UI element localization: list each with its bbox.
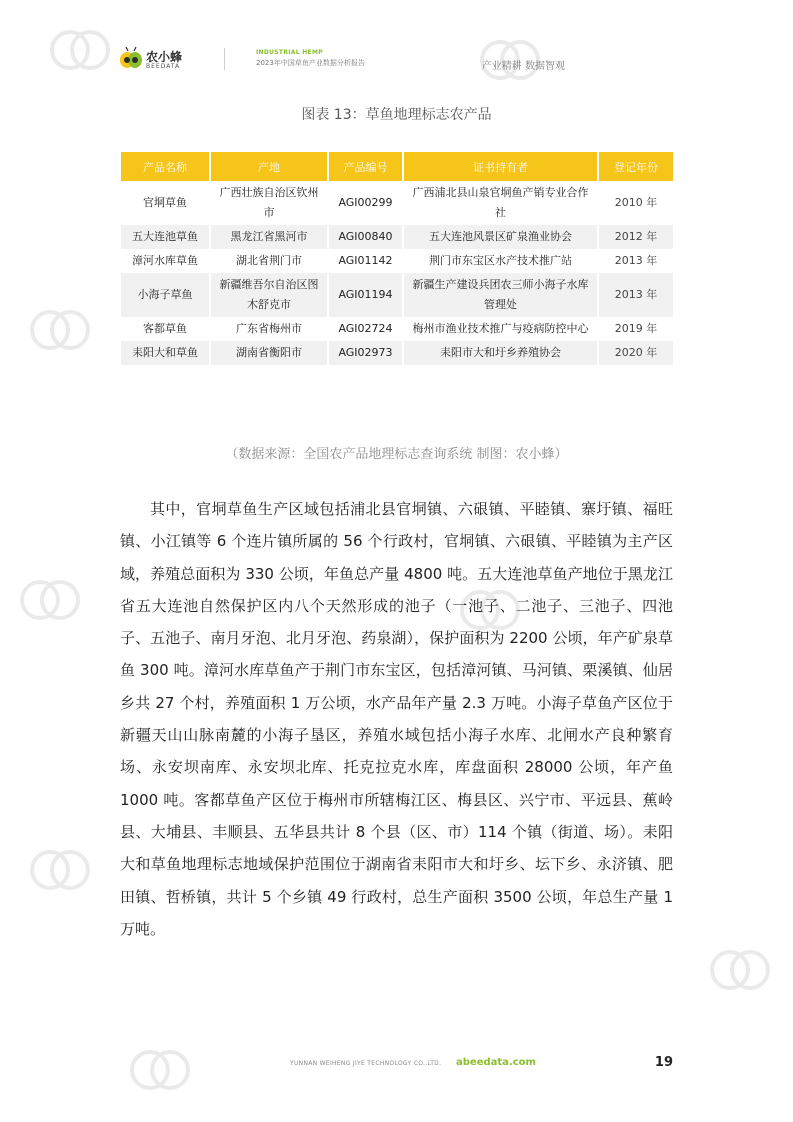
column-header-certificate-holder: 证书持有者 xyxy=(403,152,598,181)
column-header-product-name: 产品名称 xyxy=(121,152,210,181)
brand-logo xyxy=(118,44,228,74)
table-row xyxy=(121,249,673,273)
watermark-bee-icon xyxy=(20,290,100,370)
cell-origin: 广东省梅州市 xyxy=(210,317,328,341)
report-subtitle: 2023年中国草鱼产业数据分析报告 xyxy=(256,59,365,67)
cell-origin: 黑龙江省黑河市 xyxy=(210,225,328,249)
watermark-bee-icon xyxy=(700,930,780,1010)
cell-product-name: 漳河水库草鱼 xyxy=(121,249,210,273)
table-header-row xyxy=(121,152,673,181)
table-row xyxy=(121,181,673,225)
figure-source-note: （数据来源：全国农产品地理标志查询系统 制图：农小蜂） xyxy=(225,447,568,462)
cell-registration-year: 2012 年 xyxy=(598,225,673,249)
cell-product-name: 小海子草鱼 xyxy=(121,273,210,317)
page-number: 19 xyxy=(654,1055,673,1070)
cell-product-code: AGI00299 xyxy=(328,181,403,225)
cell-origin: 广西壮族自治区钦州市 xyxy=(210,181,328,225)
report-title-en: INDUSTRIAL HEMP xyxy=(256,49,323,56)
figure-title: 图表 13：草鱼地理标志农产品 xyxy=(301,107,492,123)
cell-certificate-holder: 梅州市渔业技术推广与疫病防控中心 xyxy=(403,317,598,341)
cell-origin: 新疆维吾尔自治区图木舒克市 xyxy=(210,273,328,317)
logo-text-en: BEEDATA xyxy=(146,63,181,70)
cell-product-name: 客都草鱼 xyxy=(121,317,210,341)
table-row xyxy=(121,273,673,317)
cell-product-code: AGI01142 xyxy=(328,249,403,273)
cell-registration-year: 2019 年 xyxy=(598,317,673,341)
cell-certificate-holder: 荆门市东宝区水产技术推广站 xyxy=(403,249,598,273)
cell-product-code: AGI00840 xyxy=(328,225,403,249)
cell-certificate-holder: 五大连池风景区矿泉渔业协会 xyxy=(403,225,598,249)
cell-product-code: AGI02724 xyxy=(328,317,403,341)
table-row xyxy=(121,225,673,249)
table-row xyxy=(121,341,673,365)
cell-registration-year: 2013 年 xyxy=(598,249,673,273)
watermark-bee-icon xyxy=(20,830,100,910)
cell-product-code: AGI01194 xyxy=(328,273,403,317)
table-row xyxy=(121,317,673,341)
cell-product-name: 官垌草鱼 xyxy=(121,181,210,225)
footer-company: YUNNAN WEIHENG JIYE TECHNOLOGY CO.,LTD. xyxy=(290,1060,442,1067)
cell-origin: 湖北省荆门市 xyxy=(210,249,328,273)
cell-product-name: 五大连池草鱼 xyxy=(121,225,210,249)
header-divider xyxy=(224,48,225,70)
cell-registration-year: 2013 年 xyxy=(598,273,673,317)
cell-origin: 湖南省衡阳市 xyxy=(210,341,328,365)
body-paragraph: 其中，官垌草鱼生产区域包括浦北县官垌镇、六硍镇、平睦镇、寨圩镇、福旺镇、小江镇等 6 个连片镇所属的 56 个行政村，官垌镇、六硍镇、平睦镇为主产区域，养殖总面积为 330 公顷，年鱼总产量 4800 吨。五大连池草鱼产地位于黑龙江省五大连池自然保护区内八个天然形成的池子（一池子、二池子、三池子、四池子、五池子、南月牙泡、北月牙泡、药泉湖），保护面积为 2200 公顷，年产矿泉草鱼 300 吨。漳河水库草鱼产于荆门市东宝区，包括漳河镇、马河镇、栗溪镇、仙居乡共 27 个村，养殖面积 1 万公顷，水产品年产量 2.3 万吨。小海子草鱼产区位于新疆天山山脉南麓的小海子垦区，养殖水域包括小海子水库、北闸水产良种繁育场、永安坝南库、永安坝北库、托克拉克水库，库盘面积 28000 公顷，年产鱼 1000 吨。客都草鱼产区位于梅州市所辖梅江区、梅县区、兴宁市、平远县、蕉岭县、大埔县、丰顺县、五华县共计 8 个县（区、市）114 个镇（街道、场）。耒阳大和草鱼地理标志地域保护范围位于湖南省耒阳市大和圩乡、坛下乡、永济镇、肥田镇、哲桥镇，共计 5 个乡镇 49 行政村，总生产面积 3500 公顷，年总生产量 1 万吨。 xyxy=(120,500,673,938)
watermark-bee-icon xyxy=(120,1030,200,1110)
column-header-origin: 产地 xyxy=(210,152,328,181)
cell-registration-year: 2010 年 xyxy=(598,181,673,225)
cell-product-code: AGI02973 xyxy=(328,341,403,365)
gi-products-table xyxy=(121,152,673,365)
cell-certificate-holder: 广西浦北县山泉官垌鱼产销专业合作社 xyxy=(403,181,598,225)
logo-text-cn: 农小蜂 xyxy=(146,50,183,64)
header-slogan: 产业精耕 数据智观 xyxy=(481,61,565,72)
cell-certificate-holder: 新疆生产建设兵团农三师小海子水库管理处 xyxy=(403,273,598,317)
cell-registration-year: 2020 年 xyxy=(598,341,673,365)
column-header-registration-year: 登记年份 xyxy=(598,152,673,181)
column-header-product-code: 产品编号 xyxy=(328,152,403,181)
page-header xyxy=(0,0,793,80)
bee-icon xyxy=(118,46,144,72)
footer-website-link[interactable]: abeedata.com xyxy=(456,1057,536,1068)
cell-certificate-holder: 耒阳市大和圩乡养殖协会 xyxy=(403,341,598,365)
cell-product-name: 耒阳大和草鱼 xyxy=(121,341,210,365)
watermark-bee-icon xyxy=(10,560,90,640)
